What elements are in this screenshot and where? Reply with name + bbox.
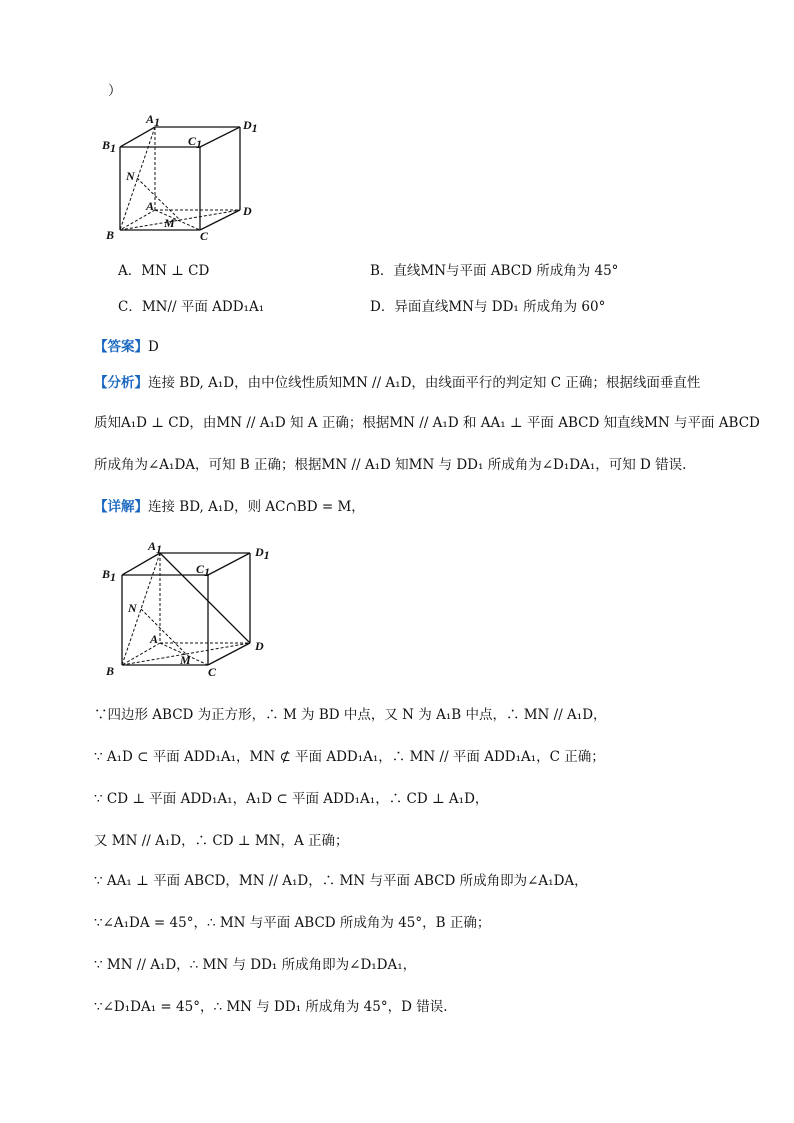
label-D1: D1 xyxy=(255,545,270,562)
option-b: B．直线MN与平面 ABCD 所成角为 45° xyxy=(370,263,619,279)
label-C: C xyxy=(200,229,209,243)
label-M: M xyxy=(164,216,175,230)
label-D: D xyxy=(255,639,264,653)
option-c: C．MN// 平面 ADD₁A₁ xyxy=(118,299,265,315)
label-A1: A1 xyxy=(148,539,163,556)
label-D1: D1 xyxy=(243,118,258,135)
cube-figure-2 xyxy=(100,540,290,680)
detail-step: ∵∠D₁DA₁ = 45°，∴ MN 与 DD₁ 所成角为 45°，D 错误. xyxy=(94,999,448,1015)
detail-step: ∵四边形 ABCD 为正方形，∴ M 为 BD 中点，又 N 为 A₁B 中点，∴ MN // A₁D， xyxy=(94,707,607,723)
detail-step: ∵ CD ⊥ 平面 ADD₁A₁，A₁D ⊂ 平面 ADD₁A₁，∴ CD ⊥ A₁D， xyxy=(94,791,489,807)
label-B1: B1 xyxy=(102,567,117,584)
label-C: C xyxy=(208,665,217,679)
answer-label: 【答案】 xyxy=(94,339,148,355)
answer-value: D xyxy=(148,339,159,355)
label-A1: A1 xyxy=(146,112,161,129)
label-C1: C1 xyxy=(196,562,211,579)
answer-row xyxy=(94,338,159,356)
label-D: D xyxy=(243,204,252,218)
option-a: A．MN ⊥ CD xyxy=(118,263,210,279)
detail-label: 【详解】 xyxy=(94,499,148,515)
cube-figure-1 xyxy=(100,112,290,242)
label-N: N xyxy=(126,169,135,183)
label-M: M xyxy=(180,653,191,667)
question-paren: ） xyxy=(108,83,122,99)
label-A: A xyxy=(150,632,159,646)
analysis-line-3: 所成角为∠A₁DA，可知 B 正确；根据MN // A₁D 知MN 与 DD₁ 所成角为∠D₁DA₁，可知 D 错误. xyxy=(94,457,687,473)
option-d: D．异面直线MN与 DD₁ 所成角为 60° xyxy=(370,299,606,315)
analysis-line-2: 质知A₁D ⊥ CD，由MN // A₁D 知 A 正确；根据MN // A₁D 和 AA₁ ⊥ 平面 ABCD 知直线MN 与平面 ABCD xyxy=(94,415,760,431)
detail-intro: 【详解】连接 BD, A₁D，则 AC∩BD = M， xyxy=(94,499,365,515)
label-N: N xyxy=(128,601,137,615)
detail-step: ∵ AA₁ ⊥ 平面 ABCD，MN // A₁D，∴ MN 与平面 ABCD 所成角即为∠A₁DA， xyxy=(94,873,588,889)
analysis-line-1: 【分析】连接 BD, A₁D，由中位线性质知MN // A₁D，由线面平行的判定知 C 正确；根据线面垂直性 xyxy=(94,375,701,391)
analysis-label: 【分析】 xyxy=(94,375,148,391)
detail-step: ∵ MN // A₁D，∴ MN 与 DD₁ 所成角即为∠D₁DA₁， xyxy=(94,957,417,973)
label-C1: C1 xyxy=(188,134,203,151)
label-B1: B1 xyxy=(102,138,117,155)
detail-step: 又 MN // A₁D，∴ CD ⊥ MN，A 正确； xyxy=(94,833,349,849)
detail-step: ∵ A₁D ⊂ 平面 ADD₁A₁，MN ⊄ 平面 ADD₁A₁，∴ MN // 平面 ADD₁A₁，C 正确； xyxy=(94,749,605,765)
label-B: B xyxy=(106,228,115,242)
label-A: A xyxy=(146,199,155,213)
label-B: B xyxy=(106,664,115,678)
detail-step: ∵∠A₁DA = 45°，∴ MN 与平面 ABCD 所成角为 45°，B 正确； xyxy=(94,915,491,931)
